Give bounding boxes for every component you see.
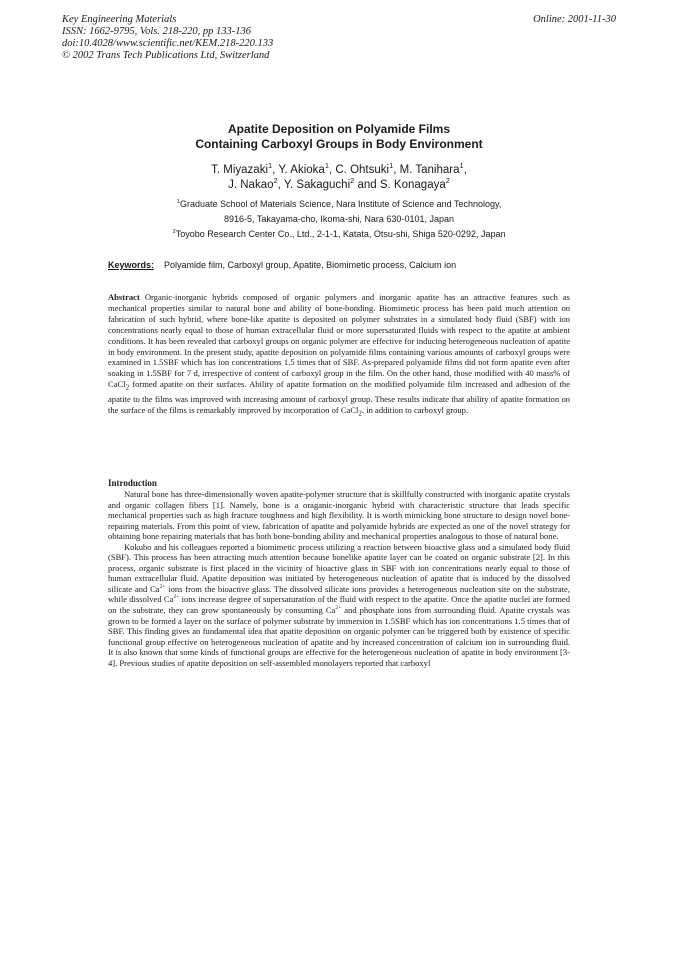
author-name: S. Konagaya: [379, 179, 446, 191]
abstract-text: Organic-inorganic hybrids composed of organic polymers and inorganic apatite has an attractive features such as mechanical properties similar to natural bone and ability of bone-bonding. Biomimetic process has been paid much attention on fabrication of such hybrid, where bone-like apatite is deposited on polymer substrates in a simulated body fluid (SBF) with ion concentrations nearly equal to those of human extracellular fluid or more supersaturated fluids with respect to the apatite at ambient conditions. It has been revealed that carboxyl groups on organic polymer are effective for inducing heterogeneous nucleation of apatite in body environment. In the present study, apatite deposition on polyamide films containing various amounts of carboxyl groups were examined in 1.5SBF which has ion concentrations 1.5 times that of SBF. As-prepared polyamide films did not form apatite even after soaking in 1.5SBF for 7 d, irrespective of content of carboxyl group in the film. On the other hand, those modified with 40 mass% of CaCl: [108, 292, 570, 390]
author-separator: ,: [328, 164, 336, 176]
keywords-text: Polyamide film, Carboxyl group, Apatite, Biomimetic process, Calcium ion: [164, 260, 457, 270]
affiliation-number: 2: [172, 229, 176, 235]
paragraph-text: ions increase degree of supersaturation of the fluid with respect to the apatite. Once the apatite nuclei are formed on the substrate, they can grow spontaneously by consuming Ca: [108, 594, 570, 616]
author-affiliation-mark: 2: [445, 176, 450, 186]
title-line-2: Containing Carboxyl Groups in Body Environment: [195, 136, 483, 151]
abstract-text: formed apatite on their surfaces. Ability of apatite formation on the modified polyamide film increased and adhesion of the apatite to the films was improved with increasing amount of carboxyl group. These results indicate that ability of apatite formation on the surface of the films is remarkably improved by incorporation of CaCl: [108, 379, 570, 415]
author-list: [62, 163, 616, 193]
paper-title: [62, 122, 616, 151]
doi-line: doi:10.4028/www.scientific.net/KEM.218-220.133: [62, 38, 274, 49]
subscript: 2: [358, 409, 362, 418]
subscript: 2: [125, 383, 130, 392]
author-name: C. Ohtsuki: [335, 164, 390, 176]
author-separator: ,: [463, 164, 467, 176]
intro-paragraph-2: [108, 542, 570, 669]
author-name: J. Nakao: [228, 179, 274, 191]
intro-paragraph-1: Natural bone has three-dimensionally woven apatite-polymer structure that is skillfully constructed with inorganic apatite crystals and organic collagen fibers [1]. Namely, bone is a oraganic-inorganic hybrid with characteristic structure that leads specific mechanical properties such as high fracture toughness and high flexibility. It is worth mimicking bone structure to design novel bone-repairing materials. From this point of view, fabrication of apatite and polyamide hybrids are expected as one of the novel strategy for obtaining bone repairing materials that has both bone-bonding ability and mechanical properties analogous to those of natural bone.: [108, 489, 570, 542]
author-separator: and: [354, 179, 380, 191]
abstract: [108, 292, 570, 419]
author-affiliation-mark: 2: [273, 176, 278, 186]
author-name: T. Miyazaki: [211, 164, 269, 176]
author-name: Y. Akioka: [278, 164, 325, 176]
affiliation-number: 1: [176, 199, 180, 205]
author-affiliation-mark: 1: [268, 161, 273, 171]
copyright-line: © 2002 Trans Tech Publications Ltd, Switzerland: [62, 50, 270, 61]
abstract-label: Abstract: [108, 292, 140, 302]
journal-header: [62, 14, 616, 62]
author-name: Y. Sakaguchi: [283, 179, 351, 191]
affiliation-2: [62, 227, 616, 242]
superscript: 2+: [173, 594, 180, 601]
author-separator: ,: [277, 179, 284, 191]
keywords: [108, 259, 578, 271]
affiliation-list: [62, 197, 616, 242]
title-line-1: Apatite Deposition on Polyamide Films: [227, 122, 451, 136]
abstract-text: . in addition to carboxyl group.: [361, 404, 469, 415]
journal-name: Key Engineering Materials: [62, 14, 177, 25]
paragraph-text: Kokubo and his colleagues reported a biomimetic process utilizing a reaction between bioactive glass and a simulated body fluid (SBF). This process has been attracting much attention because bonelike apatite layer can be coated on organic substrate [2]. In this process, organic substrate is first placed in the vicinity of bioactive glass in SBF with ion concentrations nearly equal to those of human extracellular fluid. Apatite deposition was initiated by heterogeneous nucleation of apatite that is induced by the dissolved silicate and Ca: [108, 541, 570, 594]
affiliation-1: [62, 197, 616, 212]
author-affiliation-mark: 2: [350, 176, 355, 186]
affiliation-text: Toyobo Research Center Co., Ltd., 2-1-1, Katata, Otsu-shi, Shiga 520-0292, Japan: [175, 229, 506, 239]
author-affiliation-mark: 1: [389, 161, 394, 171]
author-affiliation-mark: 1: [459, 161, 464, 171]
author-separator: ,: [272, 164, 279, 176]
keywords-label: Keywords:: [108, 260, 155, 270]
affiliation-1-address: 8916-5, Takayama-cho, Ikoma-shi, Nara 630-0101, Japan: [224, 214, 454, 224]
author-line-1: [62, 163, 616, 178]
author-name: M. Tanihara: [399, 164, 460, 176]
paragraph-text: and phosphate ions from surrounding fluid. Apatite crystals was grown to be formed a layer on the surface of polymer substrate by immersion in 1.5SBF which has ion concentrations 1.5 times that of SBF. This finding gives an fundamental idea that apatite deposition on organic polymer can be triggered both by existence of specific functional group effective on heterogeneous nucleation of apatite and by increased concentration of calcium ion in surrounding fluid. It is also known that some kinds of functional groups are effective for the heterogeneous nucleation of apatite in body environment [3-4]. Previous studies of apatite deposition on self-assembled monolayers reported that carboxyl: [108, 605, 570, 668]
superscript: 2+: [335, 605, 342, 612]
author-separator: ,: [393, 164, 400, 176]
author-line-2: [62, 178, 616, 193]
superscript: 2+: [159, 584, 166, 591]
author-affiliation-mark: 1: [324, 161, 329, 171]
issn-line: ISSN: 1662-9795, Vols. 218-220, pp 133-136: [62, 26, 251, 37]
paragraph-text: ions from the bioactive glass. The dissolved silicate ions provides a heterogeneous nucleation site on the substrate, while dissolved Ca: [108, 583, 570, 605]
online-date: Online: 2001-11-30: [533, 14, 616, 25]
affiliation-text: Graduate School of Materials Science, Nara Institute of Science and Technology,: [179, 199, 502, 209]
introduction-body: [108, 489, 570, 668]
introduction-heading: Introduction: [108, 478, 157, 488]
